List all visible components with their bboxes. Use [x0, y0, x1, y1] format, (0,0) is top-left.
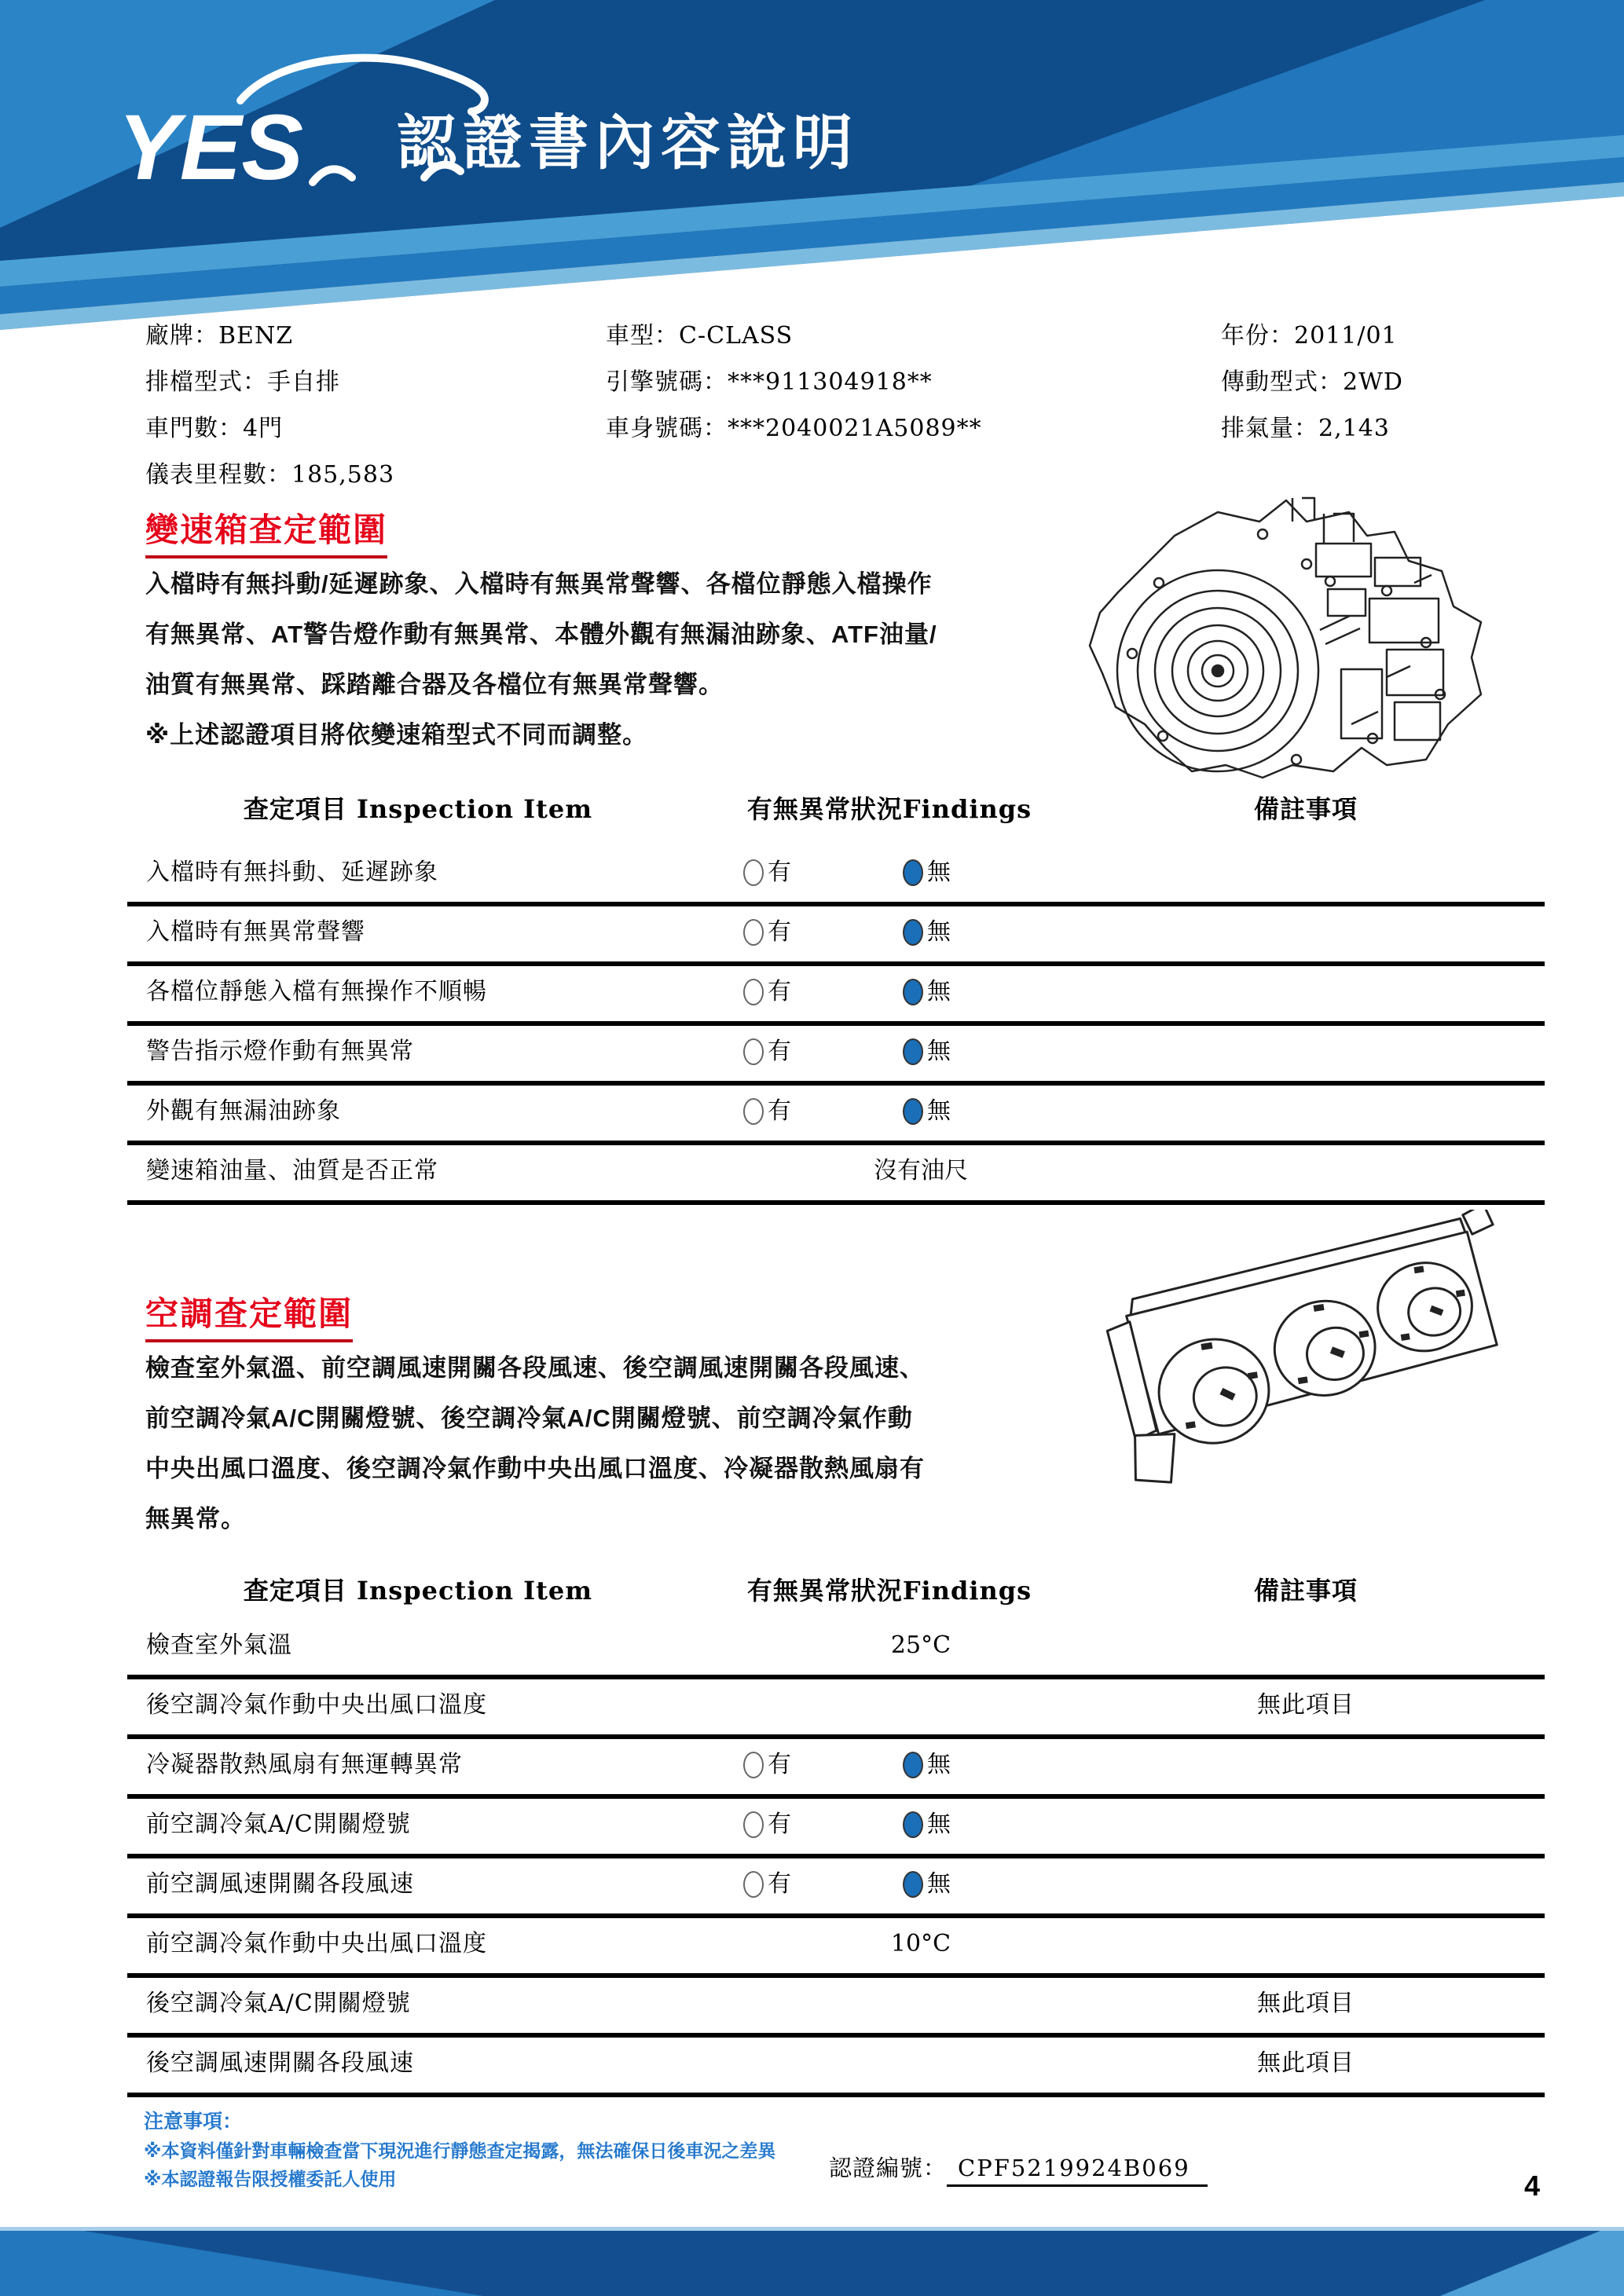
table-row	[127, 1026, 1545, 1086]
radio-option-selected[interactable]	[903, 1026, 951, 1078]
findings-cell	[732, 1620, 1109, 1672]
notice-line: ※本資料僅針對車輛檢查當下現況進行靜態查定揭露，無法確保日後車況之差異	[144, 2140, 776, 2161]
radio-label: 無	[927, 1811, 951, 1838]
radio-label: 有	[768, 859, 791, 886]
section-title-ac: 空調查定範圍	[145, 1288, 353, 1342]
findings-cell	[732, 1145, 1109, 1197]
description-line: ※上述認證項目將依變速箱型式不同而調整。	[145, 721, 648, 749]
radio-icon[interactable]	[903, 1098, 923, 1125]
radio-label: 有	[768, 1870, 791, 1898]
findings-cell	[732, 1026, 1109, 1084]
inspection-item-label: 前空調風速開關各段風速	[146, 1870, 414, 1898]
radio-option-unselected[interactable]	[743, 1799, 791, 1851]
table-row	[127, 1739, 1545, 1799]
findings-cell	[732, 1918, 1109, 1970]
vehicle-info-column	[145, 313, 394, 498]
radio-option-unselected[interactable]	[743, 1858, 791, 1910]
description-line: 入檔時有無抖動/延遲跡象、入檔時有無異常聲響、各檔位靜態入檔操作	[145, 570, 933, 598]
radio-icon[interactable]	[743, 1752, 764, 1778]
radio-label: 無	[927, 978, 951, 1005]
inspection-table-ac	[127, 1620, 1545, 2097]
table-row	[127, 847, 1545, 906]
table-row	[127, 2038, 1545, 2097]
table-header-row	[127, 1567, 1545, 1614]
table-header-row	[127, 785, 1545, 833]
radio-label: 有	[768, 1038, 791, 1065]
section-description	[145, 1343, 1159, 1544]
table-row	[127, 1086, 1545, 1145]
table-row	[127, 966, 1545, 1026]
vehicle-info-column	[606, 313, 982, 452]
radio-option-unselected[interactable]	[743, 966, 791, 1018]
vehicle-info-line: 車門數：4門	[145, 415, 284, 442]
description-line: 前空調冷氣A/C開關燈號、後空調冷氣A/C開關燈號、前空調冷氣作動	[145, 1404, 913, 1432]
radio-option-unselected[interactable]	[743, 1026, 791, 1078]
finding-value: 10°C	[890, 1930, 951, 1957]
table-row	[127, 1145, 1545, 1205]
finding-value: 25°C	[890, 1631, 951, 1659]
radio-icon[interactable]	[743, 1871, 764, 1898]
findings-cell	[732, 1086, 1109, 1144]
radio-label: 無	[927, 1870, 951, 1898]
radio-option-selected[interactable]	[903, 1799, 951, 1851]
radio-icon[interactable]	[743, 1098, 764, 1125]
notice-line: ※本認證報告限授權委託人使用	[144, 2169, 397, 2189]
radio-option-selected[interactable]	[903, 906, 951, 958]
radio-label: 有	[768, 978, 791, 1005]
section-title-transmission: 變速箱查定範圍	[145, 504, 387, 558]
radio-icon[interactable]	[743, 859, 764, 886]
transmission-illustration	[1057, 489, 1505, 794]
radio-label: 有	[768, 918, 791, 946]
radio-icon[interactable]	[743, 919, 764, 946]
vehicle-info-line: 排檔型式：手自排	[145, 368, 340, 396]
radio-option-selected[interactable]	[903, 1739, 951, 1791]
inspection-item-label: 警告指示燈作動有無異常	[146, 1038, 414, 1065]
vehicle-info-line: 儀表里程數：185,583	[145, 461, 395, 489]
column-header-findings: 有無異常狀況Findings	[746, 1576, 1032, 1606]
radio-icon[interactable]	[903, 859, 923, 886]
inspection-item-label: 後空調冷氣作動中央出風口溫度	[146, 1691, 487, 1719]
page-number: 4	[1523, 2170, 1541, 2202]
radio-option-unselected[interactable]	[743, 1086, 791, 1137]
inspection-item-label: 前空調冷氣作動中央出風口溫度	[146, 1930, 487, 1957]
inspection-item-label: 外觀有無漏油跡象	[146, 1097, 341, 1125]
vehicle-info-line: 車身號碼：***2040021A5089**	[606, 415, 982, 442]
header-banner-graphic	[0, 0, 1624, 338]
certificate-number-line	[829, 2151, 1208, 2187]
radio-label: 無	[927, 918, 951, 946]
footer-banner-graphic	[0, 2227, 1624, 2296]
findings-cell	[732, 906, 1109, 965]
findings-cell	[732, 1799, 1109, 1857]
findings-cell	[732, 1739, 1109, 1797]
table-row	[127, 1918, 1545, 1978]
radio-icon[interactable]	[903, 1811, 923, 1838]
notice-title: 注意事項：	[144, 2111, 243, 2133]
vehicle-info-line: 排氣量：2,143	[1221, 415, 1390, 442]
radio-label: 有	[768, 1097, 791, 1125]
column-header-item: 查定項目 Inspection Item	[243, 1576, 593, 1606]
notice-block	[144, 2107, 775, 2193]
findings-cell	[732, 847, 1109, 905]
column-header-remark: 備註事項	[1253, 794, 1358, 824]
certificate-number-label: 認證編號：	[829, 2155, 948, 2181]
radio-label: 無	[927, 1097, 951, 1125]
page-title: 認證書內容說明	[397, 110, 859, 177]
remark-label: 無此項目	[1257, 1990, 1355, 2017]
table-row	[127, 1858, 1545, 1918]
vehicle-info-line: 車型：C-CLASS	[606, 322, 794, 350]
radio-icon[interactable]	[903, 979, 923, 1005]
description-line: 有無異常、AT警告燈作動有無異常、本體外觀有無漏油跡象、ATF油量/	[145, 621, 937, 648]
radio-option-unselected[interactable]	[743, 847, 791, 899]
radio-icon[interactable]	[743, 979, 764, 1005]
column-header-findings: 有無異常狀況Findings	[746, 794, 1032, 824]
finding-value: 沒有油尺	[874, 1157, 968, 1185]
description-line: 無異常。	[145, 1505, 246, 1532]
description-line: 中央出風口溫度、後空調冷氣作動中央出風口溫度、冷凝器散熱風扇有	[145, 1455, 925, 1482]
radio-label: 有	[768, 1751, 791, 1778]
radio-option-selected[interactable]	[903, 847, 951, 899]
table-row	[127, 1679, 1545, 1739]
inspection-item-label: 入檔時有無抖動、延遲跡象	[146, 859, 438, 886]
column-header-remark: 備註事項	[1253, 1576, 1358, 1606]
vehicle-info-block	[145, 313, 1560, 501]
radio-option-selected[interactable]	[903, 1858, 951, 1910]
radio-label: 有	[768, 1811, 791, 1838]
radio-option-unselected[interactable]	[743, 1739, 791, 1791]
inspection-item-label: 前空調冷氣A/C開關燈號	[146, 1811, 411, 1838]
radio-icon[interactable]	[903, 919, 923, 946]
inspection-table-transmission	[127, 847, 1545, 1205]
radio-option-unselected[interactable]	[743, 906, 791, 958]
table-row	[127, 906, 1545, 966]
radio-option-selected[interactable]	[903, 966, 951, 1018]
remark-label: 無此項目	[1257, 1691, 1355, 1719]
description-line: 檢查室外氣溫、前空調風速開關各段風速、後空調風速開關各段風速、	[145, 1354, 925, 1382]
remark-label: 無此項目	[1257, 2049, 1355, 2077]
vehicle-info-line: 傳動型式：2WD	[1221, 368, 1403, 396]
inspection-item-label: 變速箱油量、油質是否正常	[146, 1157, 438, 1185]
section-description	[145, 559, 1159, 760]
radio-icon[interactable]	[903, 1038, 923, 1065]
table-row	[127, 1620, 1545, 1679]
table-row	[127, 1799, 1545, 1858]
radio-icon[interactable]	[903, 1752, 923, 1778]
inspection-item-label: 後空調冷氣A/C開關燈號	[146, 1990, 411, 2017]
header-banner	[0, 0, 1624, 338]
radio-icon[interactable]	[743, 1811, 764, 1838]
vehicle-info-line: 引擎號碼：***911304918**	[606, 368, 933, 396]
radio-icon[interactable]	[903, 1871, 923, 1898]
inspection-item-label: 檢查室外氣溫	[146, 1631, 292, 1659]
inspection-item-label: 入檔時有無異常聲響	[146, 918, 365, 946]
findings-cell	[732, 966, 1109, 1024]
radio-label: 無	[927, 1038, 951, 1065]
vehicle-info-column	[1221, 313, 1403, 452]
radio-label: 無	[927, 1751, 951, 1778]
inspection-item-label: 後空調風速開關各段風速	[146, 2049, 414, 2077]
radio-option-selected[interactable]	[903, 1086, 951, 1137]
table-row	[127, 1978, 1545, 2038]
vehicle-info-line: 年份：2011/01	[1221, 322, 1398, 350]
footer-banner	[0, 2227, 1624, 2296]
inspection-item-label: 冷凝器散熱風扇有無運轉異常	[146, 1751, 463, 1778]
column-header-item: 查定項目 Inspection Item	[243, 794, 593, 824]
certificate-number-value: CPF5219924B069	[947, 2155, 1208, 2187]
radio-icon[interactable]	[743, 1038, 764, 1065]
inspection-item-label: 各檔位靜態入檔有無操作不順暢	[146, 978, 487, 1005]
radio-label: 無	[927, 859, 951, 886]
findings-cell	[732, 1858, 1109, 1917]
description-line: 油質有無異常、踩踏離合器及各檔位有無異常聲響。	[145, 671, 724, 698]
ac-control-illustration	[1091, 1210, 1523, 1492]
vehicle-info-line: 廠牌：BENZ	[145, 322, 294, 350]
yes-logo-text: YES	[118, 96, 304, 200]
